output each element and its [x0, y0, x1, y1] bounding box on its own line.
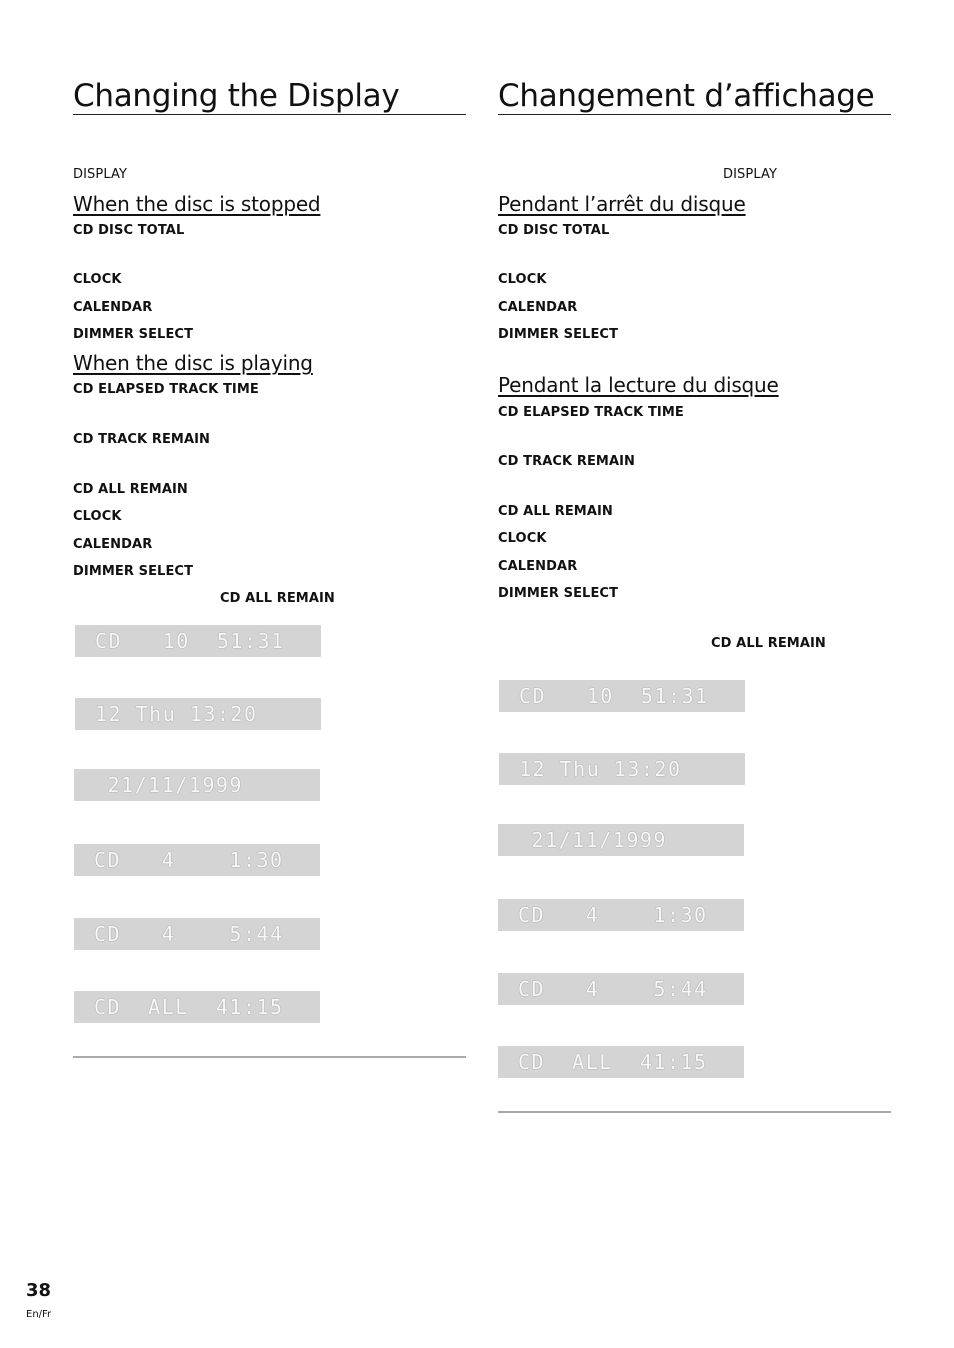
- section-heading-stopped: When the disc is stopped: [73, 192, 321, 216]
- note-all-remain: CD ALL REMAIN: [711, 636, 826, 651]
- mode-label-all-remain: CD ALL REMAIN: [498, 504, 613, 519]
- section-divider: [73, 1056, 466, 1058]
- mode-label-dimmer: DIMMER SELECT: [73, 564, 194, 579]
- mode-label-elapsed: CD ELAPSED TRACK TIME: [498, 405, 684, 420]
- mode-label-clock: CLOCK: [73, 509, 122, 524]
- mode-label-dimmer: DIMMER SELECT: [498, 586, 619, 601]
- lcd-elapsed: CD 4 1:30: [498, 899, 744, 931]
- lcd-elapsed: CD 4 1:30: [74, 844, 320, 876]
- mode-label-clock: CLOCK: [498, 531, 547, 546]
- lcd-disc-total: CD 10 51:31: [75, 625, 321, 657]
- section-heading-playing: Pendant la lecture du disque: [498, 373, 779, 397]
- lcd-clock: 12 Thu 13:20: [75, 698, 321, 730]
- display-button-label: DISPLAY: [73, 167, 128, 182]
- mode-label-track-remain: CD TRACK REMAIN: [73, 432, 211, 447]
- language-code: En/Fr: [26, 1309, 52, 1320]
- page-title-fr: Changement d’affichage: [498, 78, 891, 115]
- mode-label-all-remain: CD ALL REMAIN: [73, 482, 188, 497]
- mode-label-clock: CLOCK: [498, 272, 547, 287]
- mode-label-calendar: CALENDAR: [73, 300, 153, 315]
- note-all-remain: CD ALL REMAIN: [220, 591, 335, 606]
- lcd-calendar: 21/11/1999: [498, 824, 744, 856]
- mode-label-dimmer: DIMMER SELECT: [73, 327, 194, 342]
- lcd-clock: 12 Thu 13:20: [499, 753, 745, 785]
- mode-label-disc-total: CD DISC TOTAL: [73, 223, 185, 238]
- display-button-label: DISPLAY: [723, 167, 778, 182]
- lcd-all-remain: CD ALL 41:15: [74, 991, 320, 1023]
- mode-label-clock: CLOCK: [73, 272, 122, 287]
- section-heading-stopped: Pendant l’arrêt du disque: [498, 192, 746, 216]
- lcd-disc-total: CD 10 51:31: [499, 680, 745, 712]
- lcd-all-remain: CD ALL 41:15: [498, 1046, 744, 1078]
- section-heading-playing: When the disc is playing: [73, 351, 313, 375]
- mode-label-disc-total: CD DISC TOTAL: [498, 223, 610, 238]
- lcd-calendar: 21/11/1999: [74, 769, 320, 801]
- mode-label-dimmer: DIMMER SELECT: [498, 327, 619, 342]
- mode-label-calendar: CALENDAR: [498, 559, 578, 574]
- mode-label-calendar: CALENDAR: [498, 300, 578, 315]
- mode-label-track-remain: CD TRACK REMAIN: [498, 454, 636, 469]
- lcd-track-remain: CD 4 5:44: [74, 918, 320, 950]
- page-number: 38: [26, 1280, 52, 1301]
- section-divider: [498, 1111, 891, 1113]
- page-title-en: Changing the Display: [73, 78, 466, 115]
- mode-label-calendar: CALENDAR: [73, 537, 153, 552]
- lcd-track-remain: CD 4 5:44: [498, 973, 744, 1005]
- mode-label-elapsed: CD ELAPSED TRACK TIME: [73, 382, 259, 397]
